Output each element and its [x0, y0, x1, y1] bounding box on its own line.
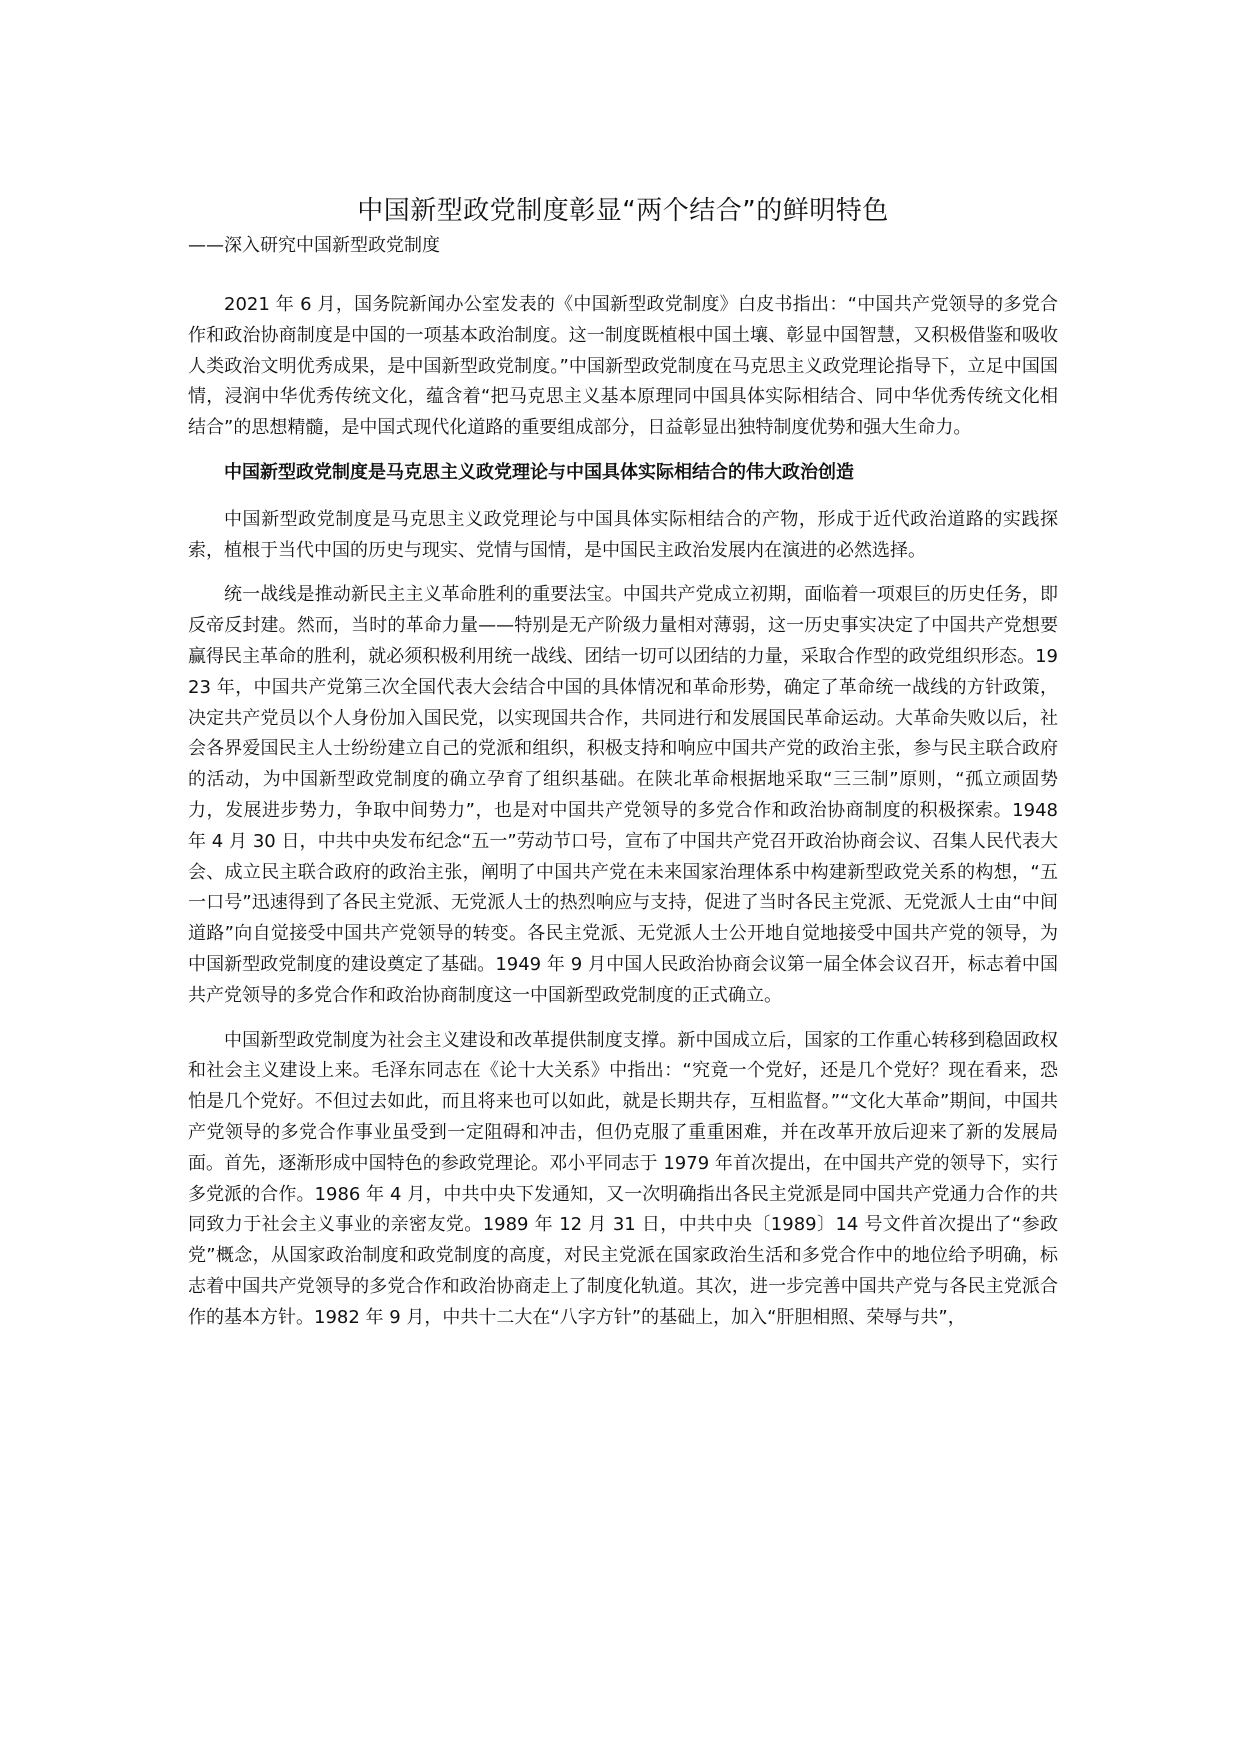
section-heading: 中国新型政党制度是马克思主义政党理论与中国具体实际相结合的伟大政治创造: [224, 461, 854, 483]
article-body: [188, 290, 1058, 1348]
paragraph: 中国新型政党制度为社会主义建设和改革提供制度支撑。新中国成立后，国家的工作重心转移到稳固政权和社会主义建设上来。毛泽东同志在《论十大关系》中指出：“究竟一个党好，还是几个党好？现在看来，恐怕是几个党好。不但过去如此，而且将来也可以如此，就是长期共存，互相监督。”“文化大革命”期间，中国共产党领导的多党合作事业虽受到一定阻碍和冲击，但仍克服了重重困难，并在改革开放后迎来了新的发展局面。首先，逐渐形成中国特色的参政党理论。邓小平同志于 1979 年首次提出，在中国共产党的领导下，实行多党派的合作。1986 年 4 月，中共中央下发通知，又一次明确指出各民主党派是同中国共产党通力合作的共同致力于社会主义事业的亲密友党。1989 年 12 月 31 日，中共中央〔1989〕14 号文件首次提出了“参政党”概念，从国家政治制度和政党制度的高度，对民主党派在国家政治生活和多党合作中的地位给予明确，标志着中国共产党领导的多党合作和政治协商走上了制度化轨道。其次，进一步完善中国共产党与各民主党派合作的基本方针。1982 年 9 月，中共十二大在“八字方针”的基础上，加入“肝胆相照、荣辱与共”，: [188, 1029, 1058, 1328]
paragraph: 中国新型政党制度是马克思主义政党理论与中国具体实际相结合的产物，形成于近代政治道路的实践探索，植根于当代中国的历史与现实、党情与国情，是中国民主政治发展内在演进的必然选择。: [188, 508, 1058, 561]
paragraph-intro: 2021 年 6 月，国务院新闻办公室发表的《中国新型政党制度》白皮书指出：“中国共产党领导的多党合作和政治协商制度是中国的一项基本政治制度。这一制度既植根中国土壤、彰显中国智慧，又积极借鉴和吸收人类政治文明优秀成果，是中国新型政党制度。”中国新型政党制度在马克思主义政党理论指导下，立足中国国情，浸润中华优秀传统文化，蕴含着“把马克思主义基本原理同中国具体实际相结合、同中华优秀传统文化相结合”的思想精髓，是中国式现代化道路的重要组成部分，日益彰显出独特制度优势和强大生命力。: [188, 294, 1058, 439]
page-title: 中国新型政党制度彰显“两个结合”的鲜明特色: [357, 196, 889, 227]
paragraph: 统一战线是推动新民主主义革命胜利的重要法宝。中国共产党成立初期，面临着一项艰巨的历史任务，即反帝反封建。然而，当时的革命力量——特别是无产阶级力量相对薄弱，这一历史事实决定了中国共产党想要赢得民主革命的胜利，就必须积极利用统一战线、团结一切可以团结的力量，采取合作型的政党组织形态。1923 年，中国共产党第三次全国代表大会结合中国的具体情况和革命形势，确定了革命统一战线的方针政策，决定共产党员以个人身份加入国民党，以实现国共合作，共同进行和发展国民革命运动。大革命失败以后，社会各界爱国民主人士纷纷建立自己的党派和组织，积极支持和响应中国共产党的政治主张，参与民主联合政府的活动，为中国新型政党制度的确立孕育了组织基础。在陕北革命根据地采取“三三制”原则，“孤立顽固势力，发展进步势力，争取中间势力”，也是对中国共产党领导的多党合作和政治协商制度的积极探索。1948 年 4 月 30 日，中共中央发布纪念“五一”劳动节口号，宣布了中国共产党召开政治协商会议、召集人民代表大会、成立民主联合政府的政治主张，阐明了中国共产党在未来国家治理体系中构建新型政党关系的构想，“五一口号”迅速得到了各民主党派、无党派人士的热烈响应与支持，促进了当时各民主党派、无党派人士由“中间道路”向自觉接受中国共产党领导的转变。各民主党派、无党派人士公开地自觉地接受中国共产党的领导，为中国新型政党制度的建设奠定了基础。1949 年 9 月中国人民政治协商会议第一届全体会议召开，标志着中国共产党领导的多党合作和政治协商制度这一中国新型政党制度的正式确立。: [188, 584, 1058, 1006]
page-subtitle: ——深入研究中国新型政党制度: [188, 235, 440, 256]
